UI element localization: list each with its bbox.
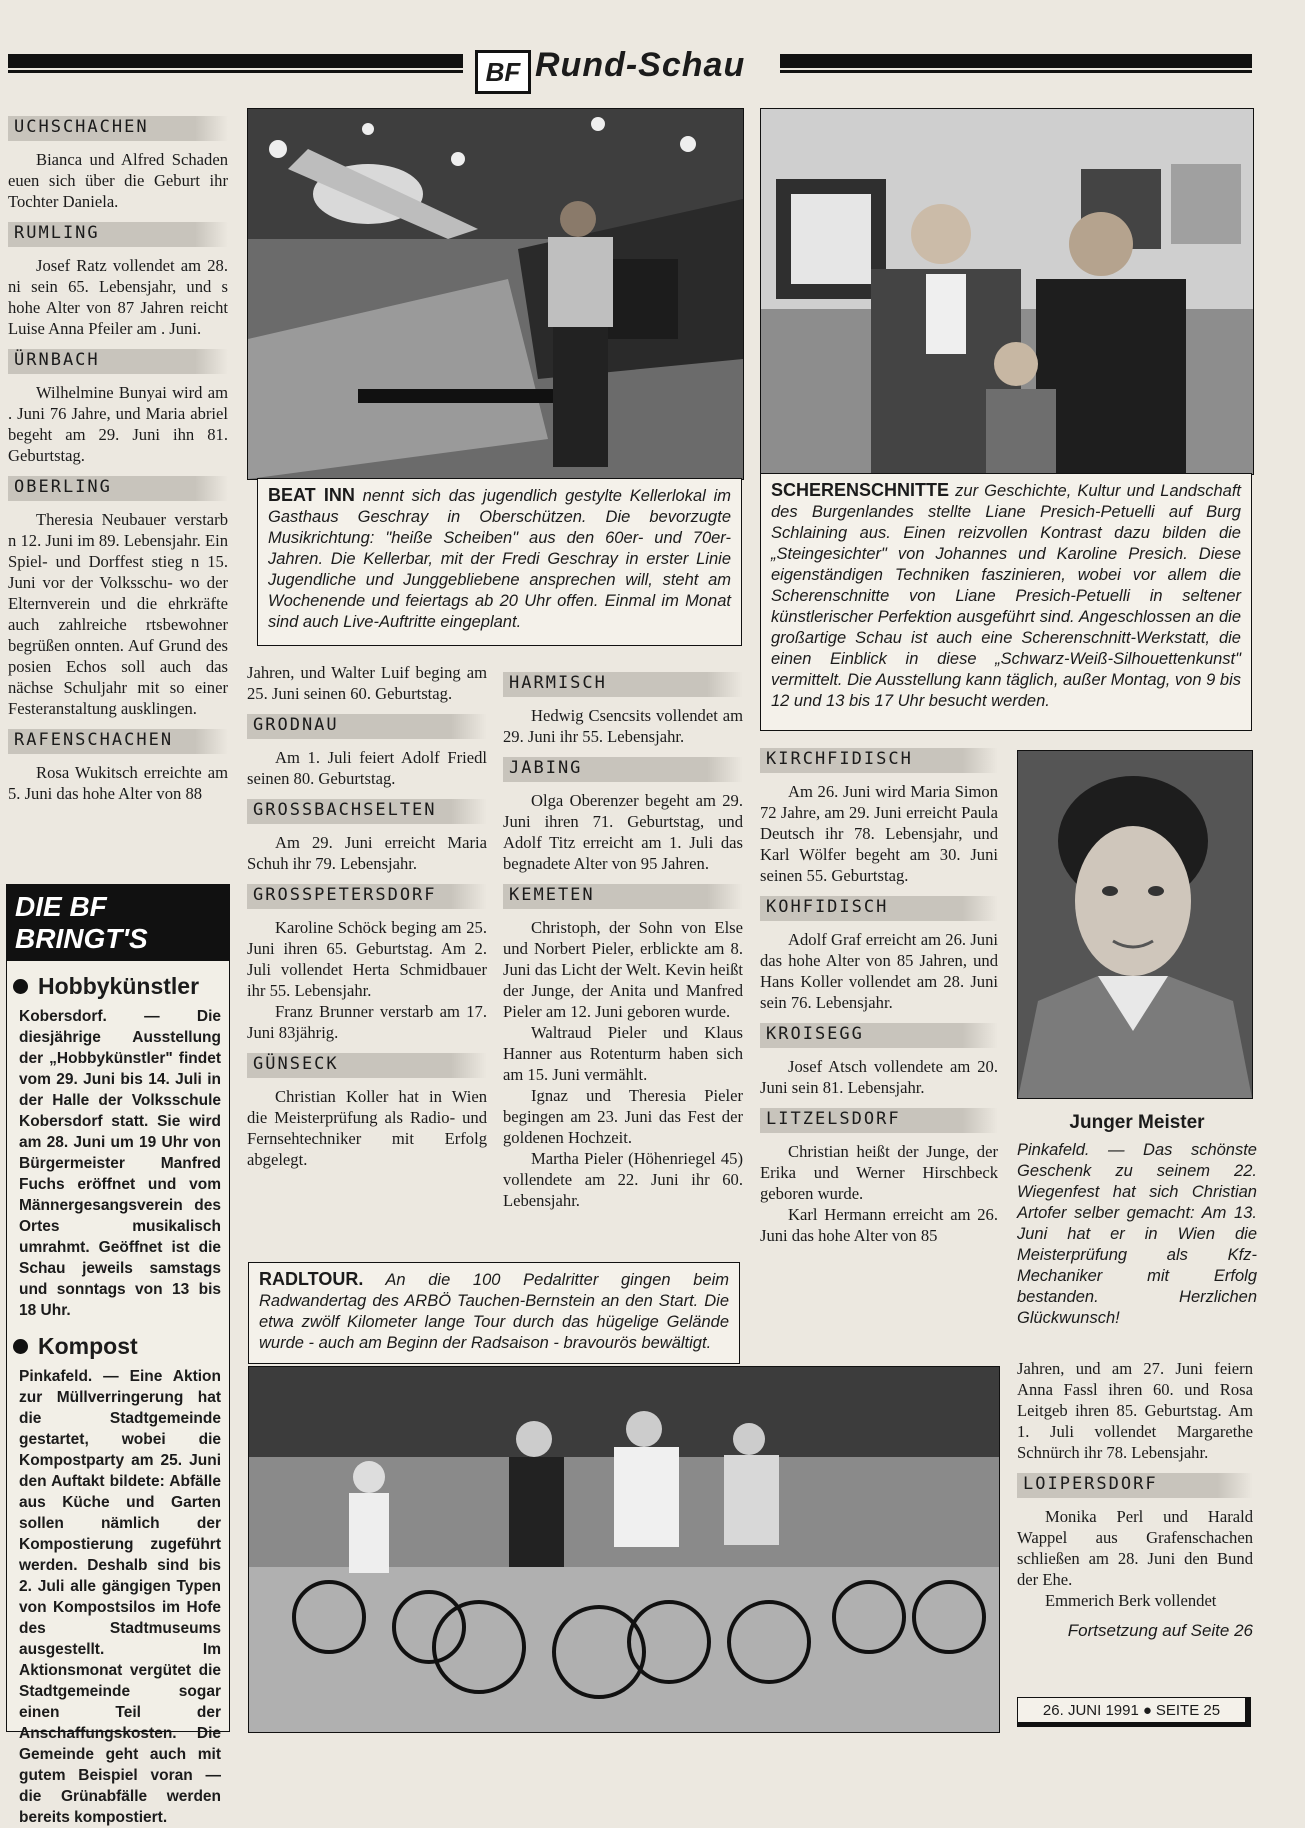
bf-section-kompost	[7, 1333, 229, 1828]
caption-radltour: RADLTOUR. An die 100 Pedalritter gingen beim Radwandertag des ARBÖ Tauchen-Bernstein an den Start. Die etwa zwölf Kilometer lange Tour durch das hügelige Gelände wurde - auch am Beginn der Radsaison - bravourös bewältigt.	[248, 1262, 740, 1364]
notice-text: Bianca und Alfred Schaden euen sich über die Geburt ihr Tochter Daniela.	[8, 150, 228, 211]
header-rule-right	[780, 54, 1252, 68]
place-heading: KEMETEN	[503, 884, 743, 909]
header-rule-left	[8, 54, 463, 68]
bf-section-hobby	[7, 973, 229, 1321]
notice-text: Emmerich Berk vollendet	[1045, 1591, 1217, 1610]
column-1-items	[8, 116, 228, 804]
place-heading: GRODNAU	[247, 714, 487, 739]
place-heading: LOIPERSDORF	[1017, 1473, 1253, 1498]
caption-lead: SCHERENSCHNITTE	[771, 480, 950, 500]
bf-bringts-box	[6, 884, 230, 1826]
notice-text: Wilhelmine Bunyai wird am . Juni 76 Jahre, und Maria abriel begeht am 29. Juni ihn 81. Geburtstag.	[8, 383, 228, 465]
column-2-items	[247, 714, 487, 1170]
junger-meister-title: Junger Meister	[1069, 1112, 1205, 1133]
notice-text: Hedwig Csencsits vollendet am 29. Juni ihr 55. Lebensjahr.	[503, 706, 743, 746]
notice-text: Am 29. Juni erreicht Maria Schuh ihr 79. Lebensjahr.	[247, 833, 487, 873]
notice-text: Adolf Graf erreicht am 26. Juni das hohe Alter von 85 Jahren, und Hans Koller vollendet am 28. Juni sein 76. Lebensjahr.	[760, 930, 998, 1012]
bf-logo: BF	[475, 50, 531, 94]
place-heading: RUMLING	[8, 222, 228, 247]
notice-text: Am 1. Juli feiert Adolf Friedl seinen 80. Geburtstag.	[247, 748, 487, 788]
place-heading: GÜNSECK	[247, 1053, 487, 1078]
column-2-lead: Jahren, und Walter Luif beging am 25. Juni seinen 60. Geburtstag.	[247, 663, 487, 703]
place-heading: LITZELSDORF	[760, 1108, 998, 1133]
place-heading: GROSSBACHSELTEN	[247, 799, 487, 824]
place-heading: UCHSCHACHEN	[8, 116, 228, 141]
column-3	[503, 662, 743, 1211]
notice-text: Martha Pieler (Höhenriegel 45) vollendete am 22. Juni ihr 60. Lebensjahr.	[503, 1149, 743, 1210]
caption-beat-inn: BEAT INN nennt sich das jugendlich gestylte Kellerlokal im Gasthaus Geschray in Oberschützen. Die bevorzugte Musikrichtung: "heiße Scheiben" aus den 60er- und 70er-Jahren. Die Kellerbar, mit der Fredi Geschray in erster Linie Jugendliche und Junggebliebene ansprechen will, steht am Wochenende und feiertags ab 20 Uhr offen. Einmal im Monat sind auch Live-Auftritte eingeplant.	[257, 478, 742, 646]
place-heading: RAFENSCHACHEN	[8, 729, 228, 754]
portrait-photo-art	[1018, 751, 1252, 1098]
place-heading: KOHFIDISCH	[760, 896, 998, 921]
scherenschnitte-photo-art	[761, 109, 1253, 474]
continued-note: Fortsetzung auf Seite 26	[1067, 1621, 1253, 1640]
footer-date: 26. JUNI 1991	[1042, 1701, 1139, 1719]
column-5	[1017, 1358, 1253, 1641]
column-5-lead: Jahren, und am 27. Juni feiern Anna Fassl ihren 60. und Rosa Leitgeb ihren 85. Geburtstag. Am 1. Juli vollendet Margarethe Schnürch ihr 78. Lebensjahr.	[1017, 1359, 1253, 1462]
notice-text: Olga Oberenzer begeht am 29. Juni ihren 71. Geburtstag, und Adolf Titz erreicht am 1. Juli das begnadete Alter von 95 Jahren.	[503, 791, 743, 873]
hobby-title: Hobbykünstler	[7, 973, 229, 1000]
column-3-items	[503, 672, 743, 1211]
notice-text: Rosa Wukitsch erreichte am 5. Juni das hohe Alter von 88	[8, 763, 228, 803]
caption-lead: BEAT INN	[268, 485, 355, 505]
notice-text: Josef Ratz vollendet am 28. ni sein 65. Lebensjahr, und s hohe Alter von 87 Jahren reicht Luise Anna Pfeiler am . Juni.	[8, 256, 228, 338]
bf-bringts-banner: DIE BF BRINGT'S	[7, 885, 229, 961]
notice-text: Ignaz und Theresia Pieler begingen am 23. Juni das Fest der goldenen Hochzeit.	[503, 1086, 743, 1147]
place-heading: OBERLING	[8, 476, 228, 501]
notice-text: Karl Hermann erreicht am 26. Juni das hohe Alter von 85	[760, 1205, 998, 1245]
page-footer	[1017, 1697, 1251, 1727]
place-heading: KIRCHFIDISCH	[760, 748, 998, 773]
place-heading: ÜRNBACH	[8, 349, 228, 374]
notice-text: Monika Perl und Harald Wappel aus Grafenschachen schließen am 28. Juni den Bund der Ehe.	[1017, 1507, 1253, 1589]
photo-scherenschnitte	[760, 108, 1254, 475]
notice-text: Waltraud Pieler und Klaus Hanner aus Rotenturm haben sich am 15. Juni vermählt.	[503, 1023, 743, 1084]
beat-inn-photo-art	[248, 109, 743, 479]
column-1	[8, 106, 228, 804]
photo-beat-inn	[247, 108, 744, 480]
radltour-photo-art	[249, 1367, 999, 1732]
notice-text: Christoph, der Sohn von Else und Norbert Pieler, erblickte am 8. Juni das Licht der Welt. Kevin heißt der Junge, der Anita und Manfred Pieler am 12. Juni geboren wurde.	[503, 918, 743, 1021]
notice-text: Christian heißt der Junge, der Erika und Werner Hirschbeck geboren wurde.	[760, 1142, 998, 1203]
notice-text: Josef Atsch vollendete am 20. Juni sein 81. Lebensjahr.	[760, 1057, 998, 1097]
bullet-icon	[13, 1339, 28, 1354]
kompost-title: Kompost	[7, 1333, 229, 1360]
photo-radltour	[248, 1366, 1000, 1733]
footer-page: SEITE 25	[1155, 1701, 1221, 1719]
junger-meister-text: Pinkafeld. — Das schönste Geschenk zu seinem 22. Wiegenfest hat sich Christian Artofer selber gemacht: Am 13. Juni hat er in Wien die Meisterprüfung als Kfz-Mechaniker mit Erfolg bestanden. Herzlichen Glückwunsch!	[1017, 1141, 1257, 1327]
section-title: Rund-Schau	[535, 46, 746, 84]
place-heading: JABING	[503, 757, 743, 782]
column-4-items	[760, 748, 998, 1246]
footer-bullet: ●	[1142, 1701, 1152, 1719]
place-heading: KROISEGG	[760, 1023, 998, 1048]
notice-text: Christian Koller hat in Wien die Meisterprüfung als Radio- und Fernsehtechniker mit Erfolg abgelegt.	[247, 1087, 487, 1169]
hobby-text: Kobersdorf. — Die diesjährige Ausstellung der „Hobbykünstler" findet vom 29. Juni bis 14. Juli in der Halle der Volksschule Kobersdorf statt. Sie wird am 28. Juni um 19 Uhr von Bürgermeister Manfred Fuchs eröffnet und vom Männergesangsverein des Ortes musikalisch umrahmt. Geöffnet ist die Schau jeweils samstags und sonntags von 13 bis 18 Uhr.	[19, 1008, 221, 1319]
column-4	[760, 738, 998, 1246]
notice-text: Franz Brunner verstarb am 17. Juni 83jährig.	[247, 1002, 487, 1042]
place-heading: HARMISCH	[503, 672, 743, 697]
caption-scherenschnitte: SCHERENSCHNITTE zur Geschichte, Kultur und Landschaft des Burgenlandes stellte Liane Presich-Petuelli auf Burg Schlaining aus. Einen reizvollen Kontrast dazu bilden die „Steingesichter" von Johannes und Karoline Presich. Diese eigenständigen Techniken faszinieren, wobei vor allem die Scherenschnitte von Liane Presich-Petuelli in seltener künstlerischer Perfektion ausgeführt sind. Angeschlossen an die großartige Schau ist auch eine Scherenschnitt-Werkstatt, die einen Einblick in diese „Schwarz-Weiß-Silhouettenkunst" vermittelt. Die Ausstellung kann täglich, außer Montag, von 9 bis 12 und 13 bis 17 Uhr besucht werden.	[760, 473, 1252, 731]
notice-text: Theresia Neubauer verstarb n 12. Juni im 89. Lebensjahr. Ein Spiel- und Dorffest stieg n 15. Juni vor der Volksschu- wo der Elternverein und die ehrkräfte auch zahlreiche rtsbewohner begrüßen onnten. Auf Grund des posien Echos soll auch das nächse Schuljahr mit so einer Festeranstaltung ausklingen.	[8, 510, 228, 718]
kompost-text: Pinkafeld. — Eine Aktion zur Müllverringerung hat die Stadtgemeinde gestartet, wobei die Kompostparty am 25. Juni den Auftakt bildete: Abfälle aus Küche und Garten sollen nämlich der Kompostierung zugeführt werden. Deshalb sind bis 2. Juli alle gängigen Typen von Kompostsilos im Hofe des Stadtmuseums ausgestellt. Im Aktionsmonat vergütet die Stadtgemeinde sogar einen Teil der Anschaffungskosten. Die Gemeinde geht auch mit gutem Beispiel voran — die Grünabfälle werden bereits kompostiert.	[19, 1368, 221, 1826]
place-heading: GROSSPETERSDORF	[247, 884, 487, 909]
column-2	[247, 662, 487, 1170]
bullet-icon	[13, 979, 28, 994]
notice-text: Karoline Schöck beging am 25. Juni ihren 65. Geburtstag. Am 2. Juli vollendet Herta Schmidbauer ihr 55. Lebensjahr.	[247, 918, 487, 1000]
junger-meister-caption	[1017, 1112, 1257, 1329]
column-5-items	[1017, 1473, 1253, 1611]
caption-lead: RADLTOUR.	[259, 1269, 364, 1289]
notice-text: Am 26. Juni wird Maria Simon 72 Jahre, am 29. Juni erreicht Paula Deutsch ihr 78. Lebensjahr, und Karl Wölfer begeht am 30. Juni seinen 55. Geburtstag.	[760, 782, 998, 885]
photo-junger-meister	[1017, 750, 1253, 1099]
